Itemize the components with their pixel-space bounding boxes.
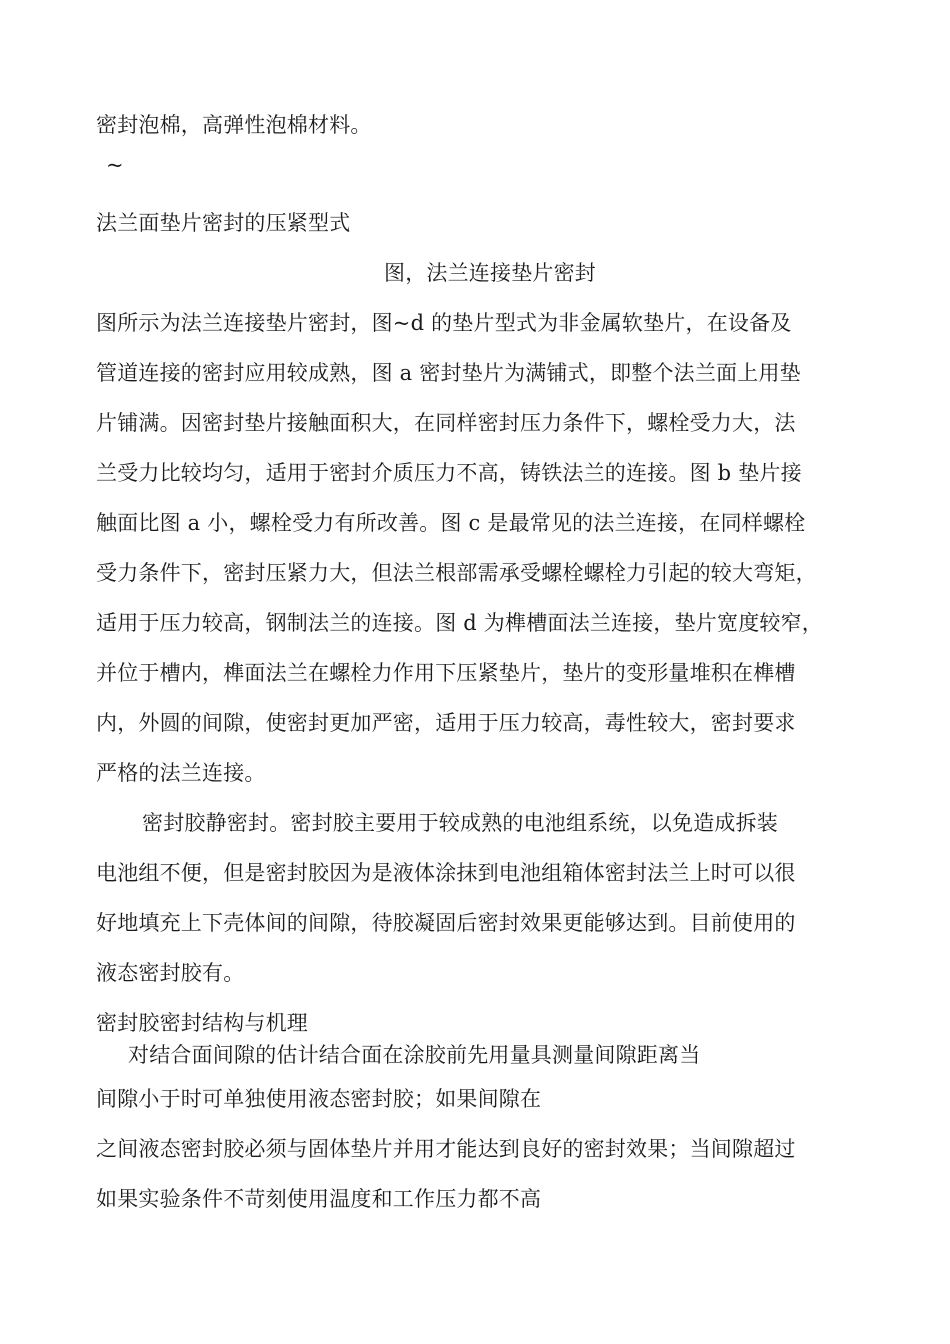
paragraph-line: 严格的法兰连接。 <box>96 761 266 785</box>
paragraph-line: 受力条件下，密封压紧力大，但法兰根部需承受螺栓螺栓力引起的较大弯矩， <box>96 561 817 585</box>
paragraph-line: 内，外圆的间隙，使密封更加严密，适用于压力较高，毒性较大，密封要求 <box>96 711 796 735</box>
paragraph-line: 间隙小于时可单独使用液态密封胶；如果间隙在 <box>96 1087 542 1111</box>
figure-caption: 图，法兰连接垫片密封 <box>384 261 596 285</box>
paragraph-line: 管道连接的密封应用较成熟，图 a 密封垫片为满铺式，即整个法兰面上用垫 <box>96 361 801 385</box>
paragraph-line: 适用于压力较高，钢制法兰的连接。图 d 为榫槽面法兰连接，垫片宽度较窄， <box>96 611 823 635</box>
paragraph-line: 液态密封胶有。 <box>96 961 245 985</box>
paragraph-line: 好地填充上下壳体间的间隙，待胶凝固后密封效果更能够达到。目前使用的 <box>96 911 796 935</box>
paragraph-line: 电池组不便，但是密封胶因为是液体涂抹到电池组箱体密封法兰上时可以很 <box>96 861 796 885</box>
section-heading: 法兰面垫片密封的压紧型式 <box>96 211 351 235</box>
tilde-mark: ~ <box>106 153 124 177</box>
paragraph-line: 如果实验条件不苛刻使用温度和工作压力都不高 <box>96 1187 542 1211</box>
paragraph-line: 对结合面间隙的估计结合面在涂胶前先用量具测量间隙距离当 <box>128 1043 701 1067</box>
paragraph-line: 之间液态密封胶必须与固体垫片并用才能达到良好的密封效果；当间隙超过 <box>96 1137 796 1161</box>
paragraph-line: 片铺满。因密封垫片接触面积大，在同样密封压力条件下，螺栓受力大，法 <box>96 411 796 435</box>
section-heading: 密封胶密封结构与机理 <box>96 1011 308 1035</box>
paragraph-line: 并位于槽内，榫面法兰在螺栓力作用下压紧垫片，垫片的变形量堆积在榫槽 <box>96 661 796 685</box>
paragraph-line: 触面比图 a 小，螺栓受力有所改善。图 c 是最常见的法兰连接，在同样螺栓 <box>96 511 806 535</box>
text-line: 密封泡棉，高弹性泡棉材料。 <box>96 113 372 137</box>
paragraph-line: 图所示为法兰连接垫片密封，图~d 的垫片型式为非金属软垫片，在设备及 <box>96 311 792 335</box>
paragraph-line: 密封胶静密封。密封胶主要用于较成熟的电池组系统，以免造成拆装 <box>142 811 778 835</box>
paragraph-line: 兰受力比较均匀，适用于密封介质压力不高，铸铁法兰的连接。图 b 垫片接 <box>96 461 802 485</box>
